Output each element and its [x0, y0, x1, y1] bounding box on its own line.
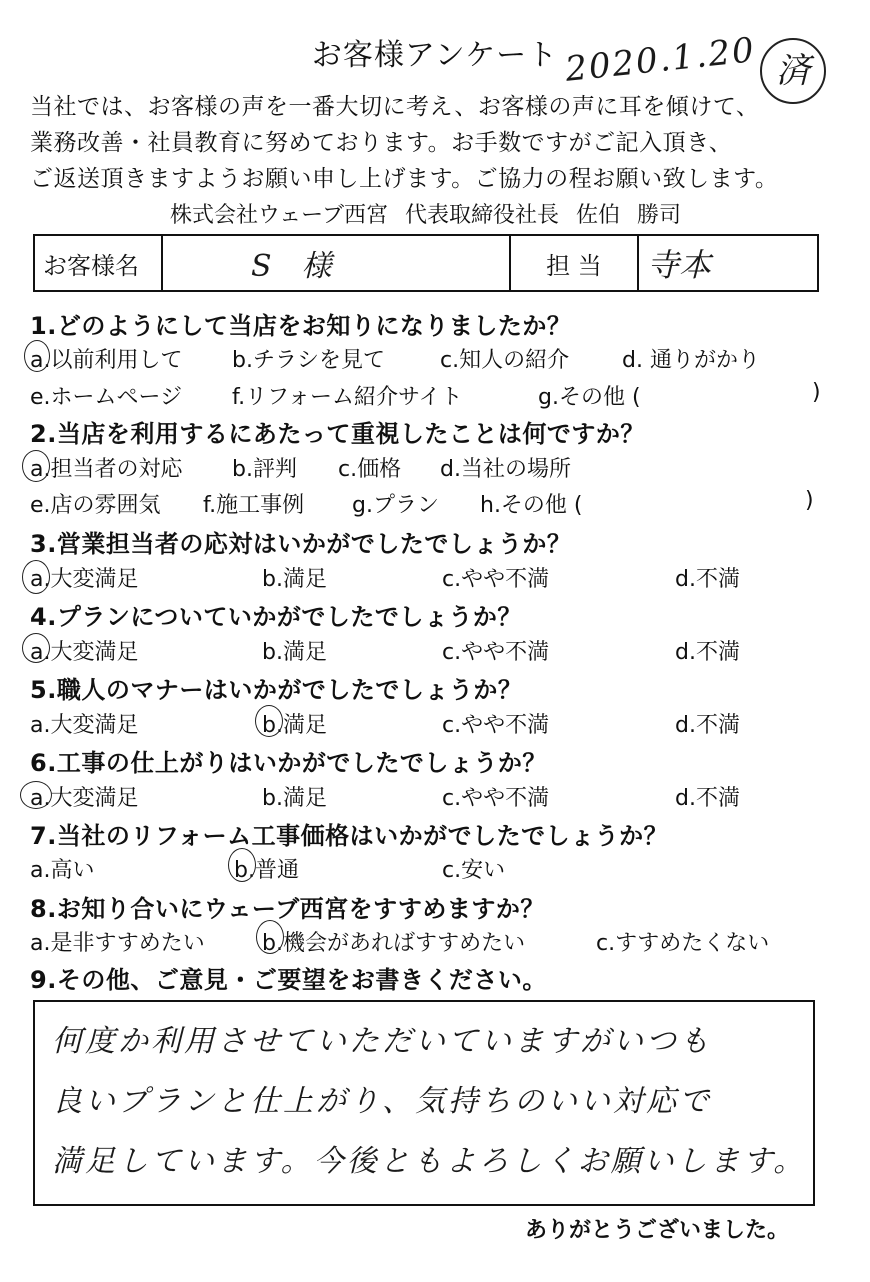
q5-option-a[interactable]: a.大変満足	[30, 713, 139, 738]
q6-option-c[interactable]: c.やや不満	[442, 786, 550, 811]
q7-option-b[interactable]: b.普通	[234, 858, 299, 883]
q2-option-h[interactable]: h.その他 (	[480, 493, 583, 518]
intro-line-3: ご返送頂きますようお願い申し上げます。ご協力の程お願い致します。	[30, 166, 779, 192]
intro-line-1: 当社では、お客様の声を一番大切に考え、お客様の声に耳を傾けて、	[30, 94, 760, 120]
q1-selection-circle	[24, 340, 50, 372]
q2-other-close: )	[805, 488, 814, 513]
q1-option-c[interactable]: c.知人の紹介	[440, 348, 570, 373]
q1-other-close: )	[812, 380, 821, 405]
q1-option-b[interactable]: b.チラシを見て	[232, 348, 385, 373]
intro-line-2: 業務改善・社員教育に努めております。お手数ですがご記入頂き、	[30, 130, 733, 156]
handwritten-date: 2020.1.20	[563, 30, 758, 90]
processed-seal: 済	[760, 38, 826, 104]
q5-option-c[interactable]: c.やや不満	[442, 713, 550, 738]
q6-option-a[interactable]: a.大変満足	[30, 786, 139, 811]
comment-line-1: 何度か利用させていただいていますがいつも	[52, 1024, 712, 1059]
question-1: 1.どのようにして当店をお知りになりましたか？	[30, 312, 572, 340]
q3-selection-circle	[22, 560, 50, 594]
q5-option-b[interactable]: b.満足	[262, 713, 327, 738]
q8-option-c[interactable]: c.すすめたくない	[596, 931, 770, 956]
q7-option-c[interactable]: c.安い	[442, 858, 506, 883]
q2-option-b[interactable]: b.評判	[232, 457, 297, 482]
question-6: 6.工事の仕上がりはいかがでしたでしょうか？	[30, 749, 547, 777]
q5-selection-circle	[255, 705, 283, 737]
customer-info-table	[33, 234, 819, 292]
question-7: 7.当社のリフォーム工事価格はいかがでしたでしょうか？	[30, 822, 669, 850]
question-8: 8.お知り合いにウェーブ西宮をすすめますか？	[30, 895, 545, 923]
q7-selection-circle	[228, 848, 256, 882]
q2-option-e[interactable]: e.店の雰囲気	[30, 493, 161, 518]
thanks-message: ありがとうございました。	[525, 1218, 790, 1243]
q4-option-a[interactable]: a.大変満足	[30, 640, 139, 665]
customer-name-value[interactable]	[162, 235, 510, 291]
q3-option-b[interactable]: b.満足	[262, 567, 327, 592]
question-4: 4.プランについていかがでしたでしょうか？	[30, 603, 522, 631]
question-9: 9.その他、ご意見・ご要望をお書きください。	[30, 966, 547, 994]
company-signature: 株式会社ウェーブ西宮 代表取締役社長 佐伯 勝司	[170, 203, 682, 228]
q5-option-d[interactable]: d.不満	[675, 713, 740, 738]
q1-option-d[interactable]: d. 通りがかり	[622, 348, 760, 373]
q3-option-a[interactable]: a.大変満足	[30, 567, 139, 592]
q1-option-a[interactable]: a.以前利用して	[30, 348, 183, 373]
q7-option-a[interactable]: a.高い	[30, 858, 95, 883]
q8-option-b[interactable]: b.機会があればすすめたい	[262, 931, 526, 956]
q6-option-b[interactable]: b.満足	[262, 786, 327, 811]
q6-selection-circle	[20, 781, 52, 809]
q3-option-d[interactable]: d.不満	[675, 567, 740, 592]
q4-option-b[interactable]: b.満足	[262, 640, 327, 665]
comment-line-3: 満足しています。今後ともよろしくお願いします。	[52, 1144, 807, 1179]
q4-option-c[interactable]: c.やや不満	[442, 640, 550, 665]
question-2: 2.当店を利用するにあたって重視したことは何ですか？	[30, 420, 645, 448]
q4-option-d[interactable]: d.不満	[675, 640, 740, 665]
customer-name-label: お客様名	[34, 235, 162, 291]
q1-option-f[interactable]: f.リフォーム紹介サイト	[232, 385, 463, 410]
question-3: 3.営業担当者の応対はいかがでしたでしょうか？	[30, 530, 572, 558]
q1-option-e[interactable]: e.ホームページ	[30, 385, 183, 410]
q4-selection-circle	[22, 633, 50, 663]
q8-option-a[interactable]: a.是非すすめたい	[30, 931, 205, 956]
staff-value[interactable]: 寺本	[638, 235, 818, 291]
q2-option-a[interactable]: a.担当者の対応	[30, 457, 183, 482]
question-5: 5.職人のマナーはいかがでしたでしょうか？	[30, 676, 523, 704]
q2-option-g[interactable]: g.プラン	[352, 493, 439, 518]
q2-selection-circle	[22, 450, 50, 482]
customer-name-text: S 様	[251, 249, 332, 284]
q6-option-d[interactable]: d.不満	[675, 786, 740, 811]
q2-option-f[interactable]: f.施工事例	[203, 493, 305, 518]
q1-option-g[interactable]: g.その他 (	[538, 385, 641, 410]
q8-selection-circle	[256, 920, 284, 954]
q3-option-c[interactable]: c.やや不満	[442, 567, 550, 592]
comment-line-2: 良いプランと仕上がり、気持ちのいい対応で	[52, 1084, 712, 1119]
staff-label: 担 当	[510, 235, 638, 291]
q2-option-c[interactable]: c.価格	[338, 457, 402, 482]
q2-option-d[interactable]: d.当社の場所	[440, 457, 571, 482]
survey-title: お客様アンケート	[311, 38, 559, 73]
